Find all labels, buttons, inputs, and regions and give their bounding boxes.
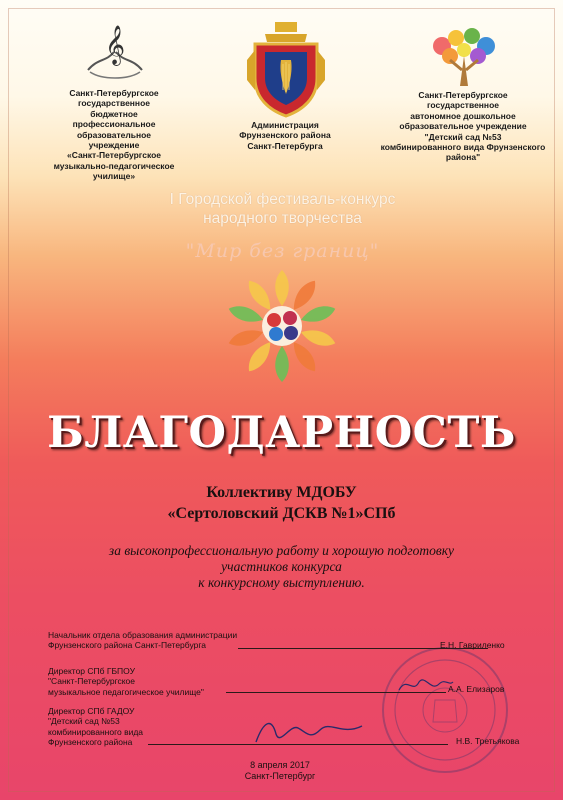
caption-line: Администрация xyxy=(251,120,319,130)
caption-line: Санкт-Петербургское xyxy=(418,90,508,100)
emblem-petal xyxy=(227,326,265,350)
signer-role-line: Фрунзенского района xyxy=(48,736,133,747)
caption-line: "Детский сад №53 xyxy=(424,131,502,142)
caption-line: образовательное xyxy=(76,129,152,140)
emblem-petal xyxy=(299,302,337,326)
emblem-petal xyxy=(227,302,265,326)
reason-line: участников конкурса xyxy=(221,559,342,574)
kindergarten-tree-logo xyxy=(422,26,504,92)
emblem-petal xyxy=(299,326,337,350)
recipient-line: Коллективу МДОБУ xyxy=(206,484,357,501)
reason-text xyxy=(40,543,523,591)
emblem-petal xyxy=(275,346,289,382)
signer-name: Н.В. Третьякова xyxy=(456,736,520,746)
signer-role-line: комбинированного вида xyxy=(48,726,144,737)
caption-line: «Санкт-Петербургское xyxy=(66,150,162,161)
caption-line: образовательное учреждение xyxy=(399,121,527,132)
caption-line: бюджетное xyxy=(90,108,138,119)
festival-name: "Мир без границ" xyxy=(185,240,380,262)
signer-name: А.А. Елизаров xyxy=(448,684,505,694)
handwritten-signature xyxy=(250,712,370,752)
festival-title-line: народного творчества xyxy=(203,210,362,227)
recipient-line: «Сертоловский ДСКВ №1»СПб xyxy=(167,505,396,522)
caption-line: учреждение xyxy=(88,140,140,151)
recipient-block xyxy=(90,482,473,524)
date-place xyxy=(200,760,360,782)
handwritten-signature xyxy=(395,672,455,696)
signer-role-line: Директор СПб ГБПОУ xyxy=(48,666,135,676)
festival-emblem-icon xyxy=(212,268,352,388)
coat-of-arms-icon xyxy=(245,20,327,118)
signer-role-line: Начальник отдела образования администрации xyxy=(48,630,238,640)
festival-title xyxy=(110,190,455,228)
caption-line: Санкт-Петербурга xyxy=(247,140,323,151)
signer-role-line: "Санкт-Петербургское xyxy=(48,676,136,687)
reason-line: за высокопрофессиональную работу и хорошую подготовку xyxy=(108,543,455,558)
signer-role-line: музыкальное педагогическое училище" xyxy=(48,686,204,697)
reason-line: к конкурсному выступлению. xyxy=(198,575,365,590)
caption-line: Санкт-Петербургское xyxy=(69,88,159,98)
signer-role-line: "Детский сад №53 xyxy=(48,716,120,727)
issue-date: 8 апреля 2017 xyxy=(250,760,310,770)
caption-line: автономное дошкольное xyxy=(410,110,516,121)
caption-line: государственное xyxy=(78,98,150,109)
kindergarten-caption xyxy=(378,90,548,163)
caption-line: государственное xyxy=(427,100,499,111)
festival-title-line: I Городской фестиваль-конкурс xyxy=(169,191,396,208)
signer-name: Е.Н. Гавриленко xyxy=(440,640,505,650)
issue-city: Санкт-Петербург xyxy=(244,771,316,781)
signature-block-education xyxy=(48,630,518,654)
signer-role-line: Директор СПб ГАДОУ xyxy=(48,706,135,716)
caption-line: музыкально-педагогическое училище» xyxy=(53,160,175,182)
svg-text:𝄞: 𝄞 xyxy=(104,25,126,65)
caption-line: профессиональное xyxy=(72,119,156,130)
signer-role-line: Фрунзенского района Санкт-Петербурга xyxy=(48,640,206,651)
certificate-heading: БЛАГОДАРНОСТЬ xyxy=(47,408,516,458)
administration-caption xyxy=(200,120,370,151)
music-college-logo xyxy=(80,18,150,84)
music-college-caption xyxy=(34,88,194,182)
emblem-petal xyxy=(275,270,289,306)
caption-line: комбинированного вида Фрунзенского района" xyxy=(380,142,546,163)
caption-line: Фрунзенского района xyxy=(239,130,331,141)
